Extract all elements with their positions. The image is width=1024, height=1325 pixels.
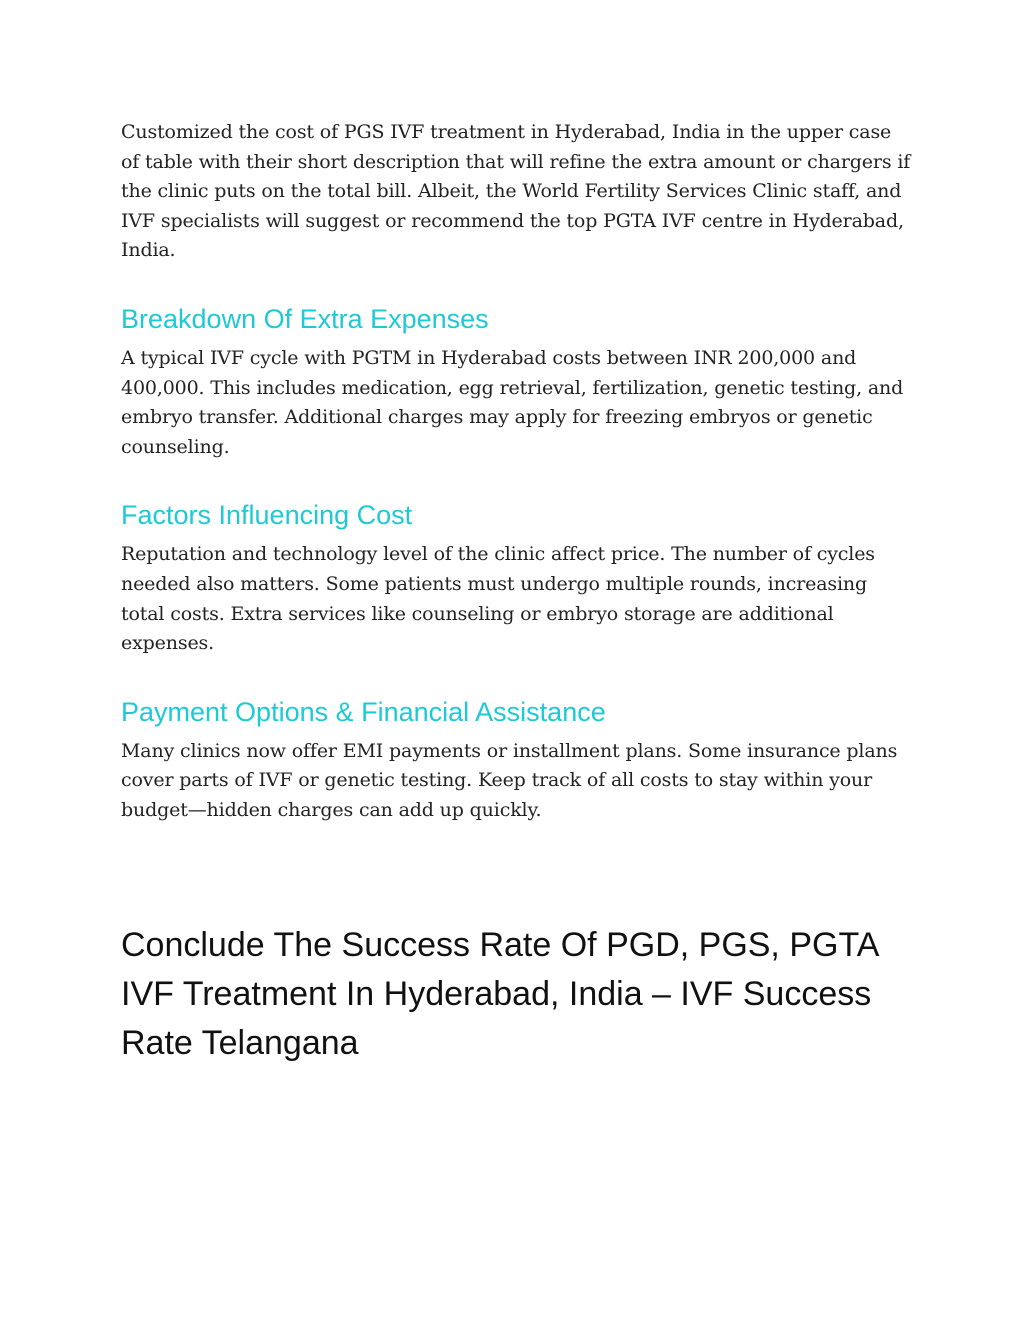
section-paragraph-factors: Reputation and technology level of the clinic affect price. The number of cycles needed also matters. Some patients must undergo multiple rounds, increasing total costs. Extra services like counseling or embryo storage are additional expenses. — [121, 543, 875, 655]
conclusion-heading: Conclude The Success Rate Of PGD, PGS, PGTA IVF Treatment In Hyderabad, India – IVF Success Rate Telangana — [121, 925, 878, 1062]
section-heading-payment: Payment Options & Financial Assistance — [121, 696, 606, 727]
section-paragraph-breakdown: A typical IVF cycle with PGTM in Hyderabad costs between INR 200,000 and 400,000. This includes medication, egg retrieval, fertilization, genetic testing, and embryo transfer. Additional charges may apply for freezing embryos or genetic counseling. — [121, 346, 904, 458]
document-content — [121, 118, 911, 1068]
section-heading-factors: Factors Influencing Cost — [121, 500, 413, 531]
section-heading-breakdown: Breakdown Of Extra Expenses — [121, 303, 489, 334]
intro-paragraph: Customized the cost of PGS IVF treatment in Hyderabad, India in the upper case of table with their short description that will refine the extra amount or chargers if the clinic puts on the total bill. Albeit, the World Fertility Services Clinic staff, and IVF specialists will suggest or recommend the top PGTA IVF centre in Hyderabad, India. — [121, 121, 911, 262]
section-paragraph-payment: Many clinics now offer EMI payments or installment plans. Some insurance plans cover parts of IVF or genetic testing. Keep track of all costs to stay within your budget—hidden charges can add up quickly. — [121, 739, 898, 821]
